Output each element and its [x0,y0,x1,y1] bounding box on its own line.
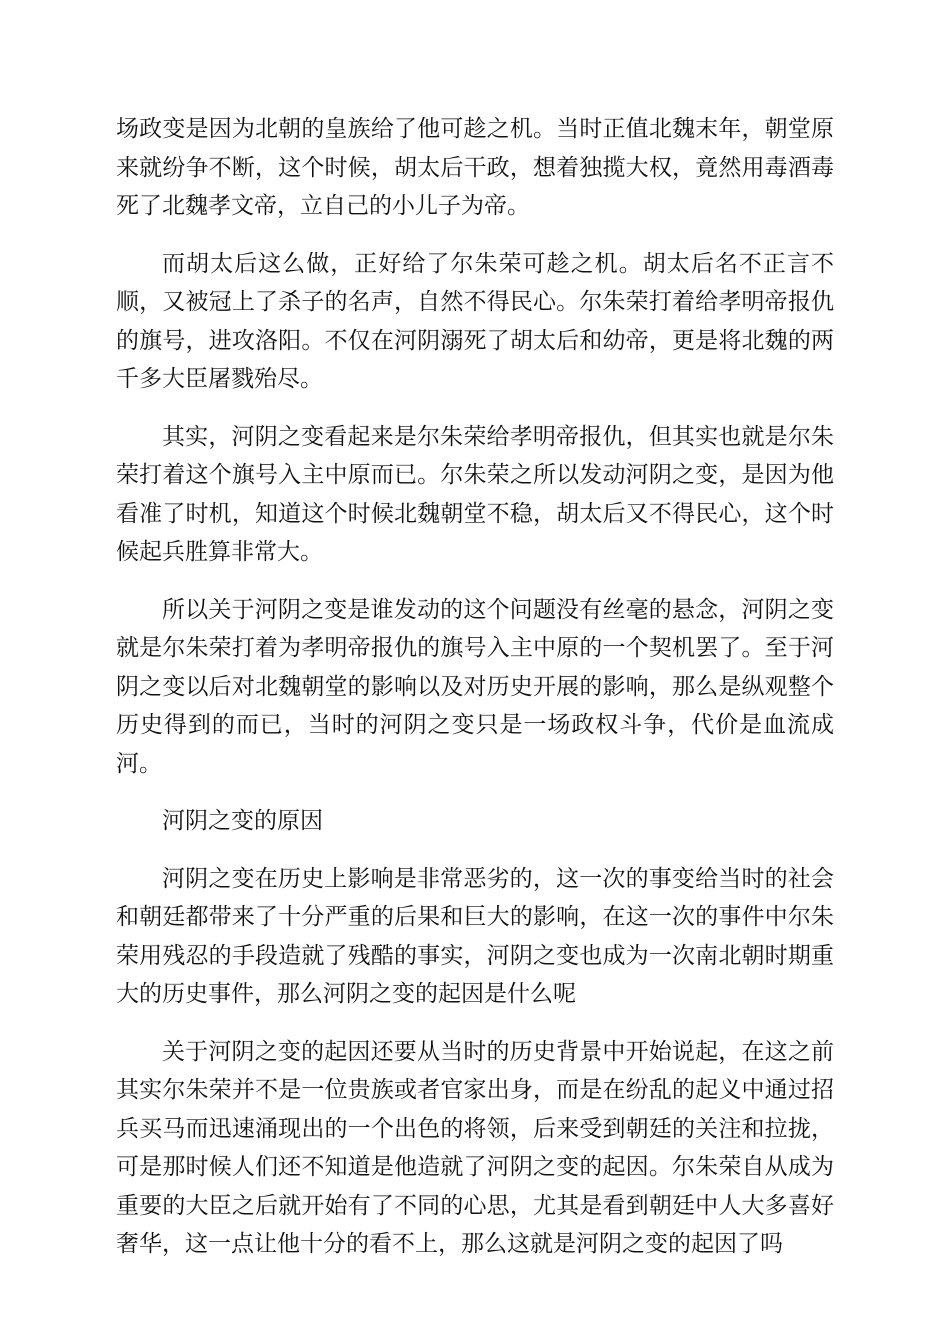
paragraph-4: 所以关于河阴之变是谁发动的这个问题没有丝毫的悬念，河阴之变就是尔朱荣打着为孝明帝报仇的旗号入主中原的一个契机罢了。至于河阴之变以后对北魏朝堂的影响以及对历史开展的影响，那么是纵观整个历史得到的而已，当时的河阴之变只是一场政权斗争，代价是血流成河。 [116,596,834,777]
paragraph-2: 而胡太后这么做，正好给了尔朱荣可趁之机。胡太后名不正言不顺，又被冠上了杀子的名声，自然不得民心。尔朱荣打着给孝明帝报仇的旗号，进攻洛阳。不仅在河阴溺死了胡太后和幼帝，更是将北魏的两千多大臣屠戮殆尽。 [116,250,834,392]
section-paragraph-1: 河阴之变在历史上影响是非常恶劣的，这一次的事变给当时的社会和朝廷都带来了十分严重的后果和巨大的影响，在这一次的事件中尔朱荣用残忍的手段造就了残酷的事实，河阴之变也成为一次南北朝时期重大的历史事件，那么河阴之变的起因是什么呢 [116,865,834,1007]
section-paragraph-2: 关于河阴之变的起因还要从当时的历史背景中开始说起，在这之前其实尔朱荣并不是一位贵族或者官家出身，而是在纷乱的起义中通过招兵买马而迅速涌现出的一个出色的将领，后来受到朝廷的关注和拉拢，可是那时候人们还不知道是他造就了河阴之变的起因。尔朱荣自从成为重要的大臣之后就开始有了不同的心思，尤其是看到朝廷中人大多喜好奢华，这一点让他十分的看不上，那么这就是河阴之变的起因了吗 [116,1038,834,1257]
section-heading: 河阴之变的原因 [162,808,323,834]
document-body [116,110,834,1283]
paragraph-1: 场政变是因为北朝的皇族给了他可趁之机。当时正值北魏末年，朝堂原来就纷争不断，这个时候，胡太后干政，想着独揽大权，竟然用毒酒毒死了北魏孝文帝，立自己的小儿子为帝。 [116,116,834,219]
paragraph-3: 其实，河阴之变看起来是尔朱荣给孝明帝报仇，但其实也就是尔朱荣打着这个旗号入主中原而已。尔朱荣之所以发动河阴之变，是因为他看准了时机，知道这个时候北魏朝堂不稳，胡太后又不得民心，这个时候起兵胜算非常大。 [116,423,834,565]
